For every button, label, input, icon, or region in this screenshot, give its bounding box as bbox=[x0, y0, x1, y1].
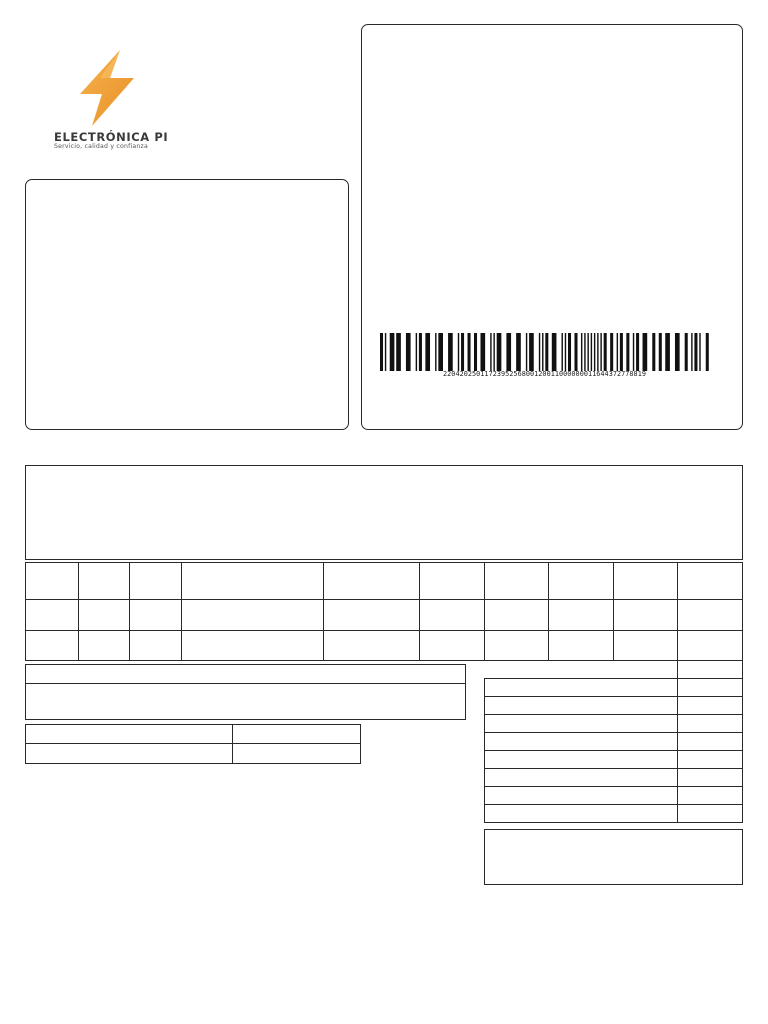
table-cell bbox=[26, 600, 79, 631]
barcode-bar bbox=[568, 333, 571, 371]
table-cell bbox=[678, 600, 743, 631]
barcode-bar bbox=[419, 333, 422, 371]
totals-value-cell bbox=[678, 733, 743, 751]
barcode-bar bbox=[610, 333, 613, 371]
table-cell bbox=[614, 600, 678, 631]
barcode-bar bbox=[516, 333, 521, 371]
header-cell bbox=[549, 563, 614, 600]
barcode-bar bbox=[552, 333, 557, 371]
additional-info-header bbox=[25, 664, 466, 684]
barcode-bar bbox=[604, 333, 607, 371]
barcode-bar bbox=[468, 333, 471, 371]
additional-info-body bbox=[25, 683, 466, 720]
items-table-header bbox=[26, 563, 743, 600]
barcode-bar bbox=[643, 333, 648, 371]
barcode-bar bbox=[594, 333, 595, 371]
header-cell bbox=[26, 563, 79, 600]
barcode-bar bbox=[620, 333, 623, 371]
barcode-bar bbox=[448, 333, 453, 371]
table-cell bbox=[323, 600, 420, 631]
barcode-bar bbox=[691, 333, 692, 371]
totals-row bbox=[485, 733, 743, 751]
items-table bbox=[25, 562, 743, 661]
header-cell bbox=[420, 563, 485, 600]
totals-table bbox=[484, 660, 743, 823]
totals-value-cell bbox=[678, 679, 743, 697]
barcode-bar bbox=[406, 333, 411, 371]
totals-label-cell bbox=[485, 769, 678, 787]
barcode-bar bbox=[565, 333, 566, 371]
barcode-bar bbox=[581, 333, 582, 371]
payment-row bbox=[26, 744, 361, 764]
table-cell bbox=[485, 631, 549, 661]
barcode-bar bbox=[591, 333, 592, 371]
barcode-bar bbox=[600, 333, 601, 371]
totals-row bbox=[485, 697, 743, 715]
table-cell bbox=[26, 725, 233, 744]
table-cell bbox=[323, 631, 420, 661]
payment-header-row bbox=[26, 725, 361, 744]
barcode-bar bbox=[597, 333, 598, 371]
barcode-bar bbox=[685, 333, 688, 371]
totals-row bbox=[485, 787, 743, 805]
customer-info-box bbox=[25, 465, 743, 560]
barcode-bar bbox=[587, 333, 588, 371]
barcode-bar bbox=[506, 333, 511, 371]
barcode-bar bbox=[526, 333, 527, 371]
barcode-bar bbox=[385, 333, 386, 371]
totals-row bbox=[485, 715, 743, 733]
table-cell bbox=[129, 600, 181, 631]
barcode-bar bbox=[675, 333, 680, 371]
totals-value-cell bbox=[678, 769, 743, 787]
barcode-bar bbox=[490, 333, 491, 371]
barcode-bar bbox=[539, 333, 540, 371]
barcode-bar bbox=[458, 333, 459, 371]
table-cell bbox=[181, 631, 323, 661]
barcode-bar bbox=[699, 333, 700, 371]
barcode-bar bbox=[529, 333, 534, 371]
barcode-bar bbox=[493, 333, 494, 371]
table-cell bbox=[549, 600, 614, 631]
barcode-bar bbox=[617, 333, 618, 371]
table-cell bbox=[181, 600, 323, 631]
barcode-bar bbox=[497, 333, 502, 371]
barcode-bar bbox=[584, 333, 585, 371]
barcode-bar bbox=[542, 333, 543, 371]
table-row bbox=[26, 600, 743, 631]
totals-row bbox=[485, 751, 743, 769]
header-cell bbox=[78, 563, 129, 600]
barcode-bar bbox=[626, 333, 629, 371]
totals-value-cell bbox=[678, 787, 743, 805]
table-cell bbox=[678, 631, 743, 661]
header-cell bbox=[129, 563, 181, 600]
barcode-bar bbox=[574, 333, 577, 371]
company-logo bbox=[70, 48, 140, 128]
table-cell bbox=[78, 600, 129, 631]
barcode-bar bbox=[438, 333, 443, 371]
table-cell bbox=[614, 631, 678, 661]
totals-value-cell bbox=[678, 805, 743, 823]
table-cell bbox=[129, 631, 181, 661]
header-cell bbox=[485, 563, 549, 600]
barcode-bar bbox=[633, 333, 634, 371]
barcode-bar bbox=[461, 333, 464, 371]
barcode-bar bbox=[665, 333, 670, 371]
barcode-bar bbox=[480, 333, 485, 371]
totals-row bbox=[485, 661, 743, 679]
barcode-bar bbox=[636, 333, 639, 371]
totals-value-cell bbox=[678, 715, 743, 733]
barcode-bar bbox=[380, 333, 383, 371]
barcode-bar bbox=[474, 333, 477, 371]
header-cell bbox=[614, 563, 678, 600]
totals-row bbox=[485, 805, 743, 823]
totals-value-cell bbox=[678, 751, 743, 769]
totals-row bbox=[485, 769, 743, 787]
table-cell bbox=[26, 631, 79, 661]
totals-label-cell bbox=[485, 715, 678, 733]
table-cell bbox=[233, 725, 361, 744]
totals-value-cell bbox=[678, 697, 743, 715]
barcode-bar bbox=[694, 333, 697, 371]
totals-row bbox=[485, 679, 743, 697]
header-cell bbox=[323, 563, 420, 600]
totals-label-cell bbox=[485, 661, 678, 679]
table-cell bbox=[78, 631, 129, 661]
totals-label-cell bbox=[485, 751, 678, 769]
totals-value-cell bbox=[678, 661, 743, 679]
access-key-number: 2204202501172395256800120011000000011644372778819 bbox=[443, 370, 646, 378]
table-cell bbox=[420, 600, 485, 631]
company-name: ELECTRÓNICA PI bbox=[54, 130, 169, 144]
totals-label-cell bbox=[485, 679, 678, 697]
header-cell bbox=[678, 563, 743, 600]
barcode-bar bbox=[390, 333, 395, 371]
company-tagline: Servicio, calidad y confianza bbox=[54, 143, 148, 150]
barcode-bar bbox=[652, 333, 655, 371]
barcode-bar bbox=[545, 333, 548, 371]
barcode-bar bbox=[425, 333, 430, 371]
lightning-bolt-icon bbox=[70, 48, 140, 128]
totals-label-cell bbox=[485, 787, 678, 805]
barcode-bar bbox=[416, 333, 417, 371]
barcode-bar bbox=[659, 333, 662, 371]
table-cell bbox=[549, 631, 614, 661]
totals-label-cell bbox=[485, 697, 678, 715]
barcode-bar bbox=[562, 333, 563, 371]
barcode-bar bbox=[435, 333, 436, 371]
grand-total-box bbox=[484, 829, 743, 885]
barcode-bar bbox=[706, 333, 709, 371]
table-cell bbox=[26, 744, 233, 764]
table-cell bbox=[485, 600, 549, 631]
totals-label-cell bbox=[485, 733, 678, 751]
table-row bbox=[26, 631, 743, 661]
table-cell bbox=[420, 631, 485, 661]
access-key-barcode bbox=[380, 333, 709, 371]
table-cell bbox=[233, 744, 361, 764]
barcode-bar bbox=[396, 333, 401, 371]
issuer-info-box bbox=[25, 179, 349, 430]
payment-table bbox=[25, 724, 361, 764]
totals-label-cell bbox=[485, 805, 678, 823]
header-cell bbox=[181, 563, 323, 600]
